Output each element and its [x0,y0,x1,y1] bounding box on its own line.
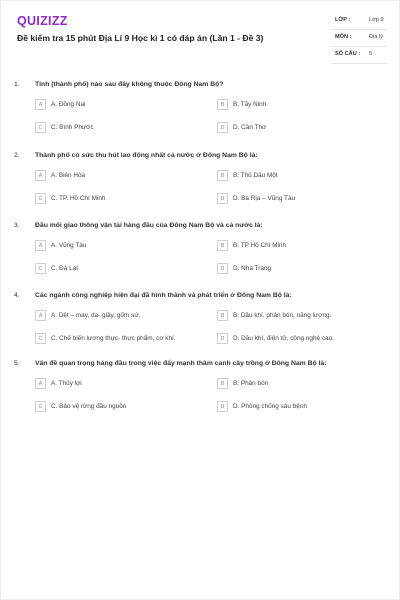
question-text: Các ngành công nghiệp hiện đại đã hình thành và phát triển ở Đông Nam Bộ là: [35,292,292,299]
option-letter-box: A [35,310,46,321]
question-number: 3. [14,222,20,229]
option-letter-box: D [217,122,228,133]
option-letter-box: D [217,333,228,344]
option-letter-box: C [35,193,46,204]
option-letter-box: D [217,401,228,412]
option-letter-box: B [217,378,228,389]
option-letter-box: C [35,122,46,133]
option-text: D. Phòng chống sâu bệnh [233,403,307,410]
question-number: 5. [14,360,20,367]
option-text: D. Dầu khí, điện tử, công nghệ cao. [233,335,334,342]
option-letter-box: C [35,263,46,274]
option-letter-box: D [217,193,228,204]
option-letter-box: B [217,99,228,110]
option-letter-box: A [35,170,46,181]
option-letter-box: C [35,333,46,344]
option-letter-box: A [35,378,46,389]
question-text: Vấn đề quan trọng hàng đầu trong việc đẩy mạnh thâm canh cây trồng ở Đông Nam Bộ là: [35,360,327,367]
question-text: Đầu mối giao thông vận tải hàng đầu của Đông Nam Bộ và cả nước là: [35,222,263,229]
option-text: A. Dệt – may, da- giầy, gốm sứ. [51,312,141,319]
option-text: B. Thủ Dầu Một [233,172,278,179]
option-text: C. Chế biến lương thực- thực phẩm, cơ khí. [51,335,176,342]
meta-table [331,13,387,64]
option-text: A. Biên Hòa [51,172,86,179]
worksheet-title: Đề kiểm tra 15 phút Địa Lí 9 Học kì 1 có đáp án (Lần 1 - Đề 3) [17,33,264,43]
question-text: Tỉnh (thành phố) nào sau đây không thuộc Đông Nam Bộ? [35,81,224,88]
option-letter-box: A [35,240,46,251]
option-letter-box: B [217,310,228,321]
option-text: C. TP. Hồ Chí Minh [51,195,106,202]
option-text: B. TP Hồ Chí Minh [233,242,287,249]
option-text: A. Vũng Tàu [51,242,87,249]
meta-label: MÔN : [335,34,352,40]
option-text: A. Đồng Nai [51,101,86,108]
meta-value: 5 [369,51,373,57]
question-text: Thành phố có sức thu hút lao động nhất cả nước ở Đông Nam Bộ là: [35,152,258,159]
meta-row-count [331,47,387,64]
logo-text: QUIZIZZ [17,14,68,28]
meta-label: SỐ CÂU : [335,51,361,57]
option-letter-box: B [217,240,228,251]
option-text: C. Bình Phước [51,124,94,131]
option-letter-box: A [35,99,46,110]
option-letter-box: C [35,401,46,412]
meta-value: Lớp 9 [369,17,384,23]
meta-row-subject [331,30,387,47]
option-text: B. Tây Ninh [233,101,267,108]
question-number: 4. [14,292,20,299]
question-number: 2. [14,152,20,159]
meta-value: Địa lý [369,34,383,40]
option-letter-box: B [217,170,228,181]
quizizz-logo [17,14,68,28]
option-text: C. Bảo vệ rừng đầu nguồn [51,403,127,410]
option-text: A. Thủy lợi [51,380,82,387]
option-text: D. Cần Thơ [233,124,267,131]
question-number: 1. [14,81,20,88]
option-letter-box: D [217,263,228,274]
meta-row-class [331,13,387,30]
meta-label: LỚP : [335,17,351,23]
option-text: D. Bà Rịa – Vũng Tàu [233,195,296,202]
option-text: D. Nha Trang [233,265,272,272]
option-text: C. Đà Lạt [51,265,78,272]
option-text: B. Dầu khí, phân bón, năng lượng. [233,312,332,319]
option-text: B. Phân bón [233,380,269,387]
